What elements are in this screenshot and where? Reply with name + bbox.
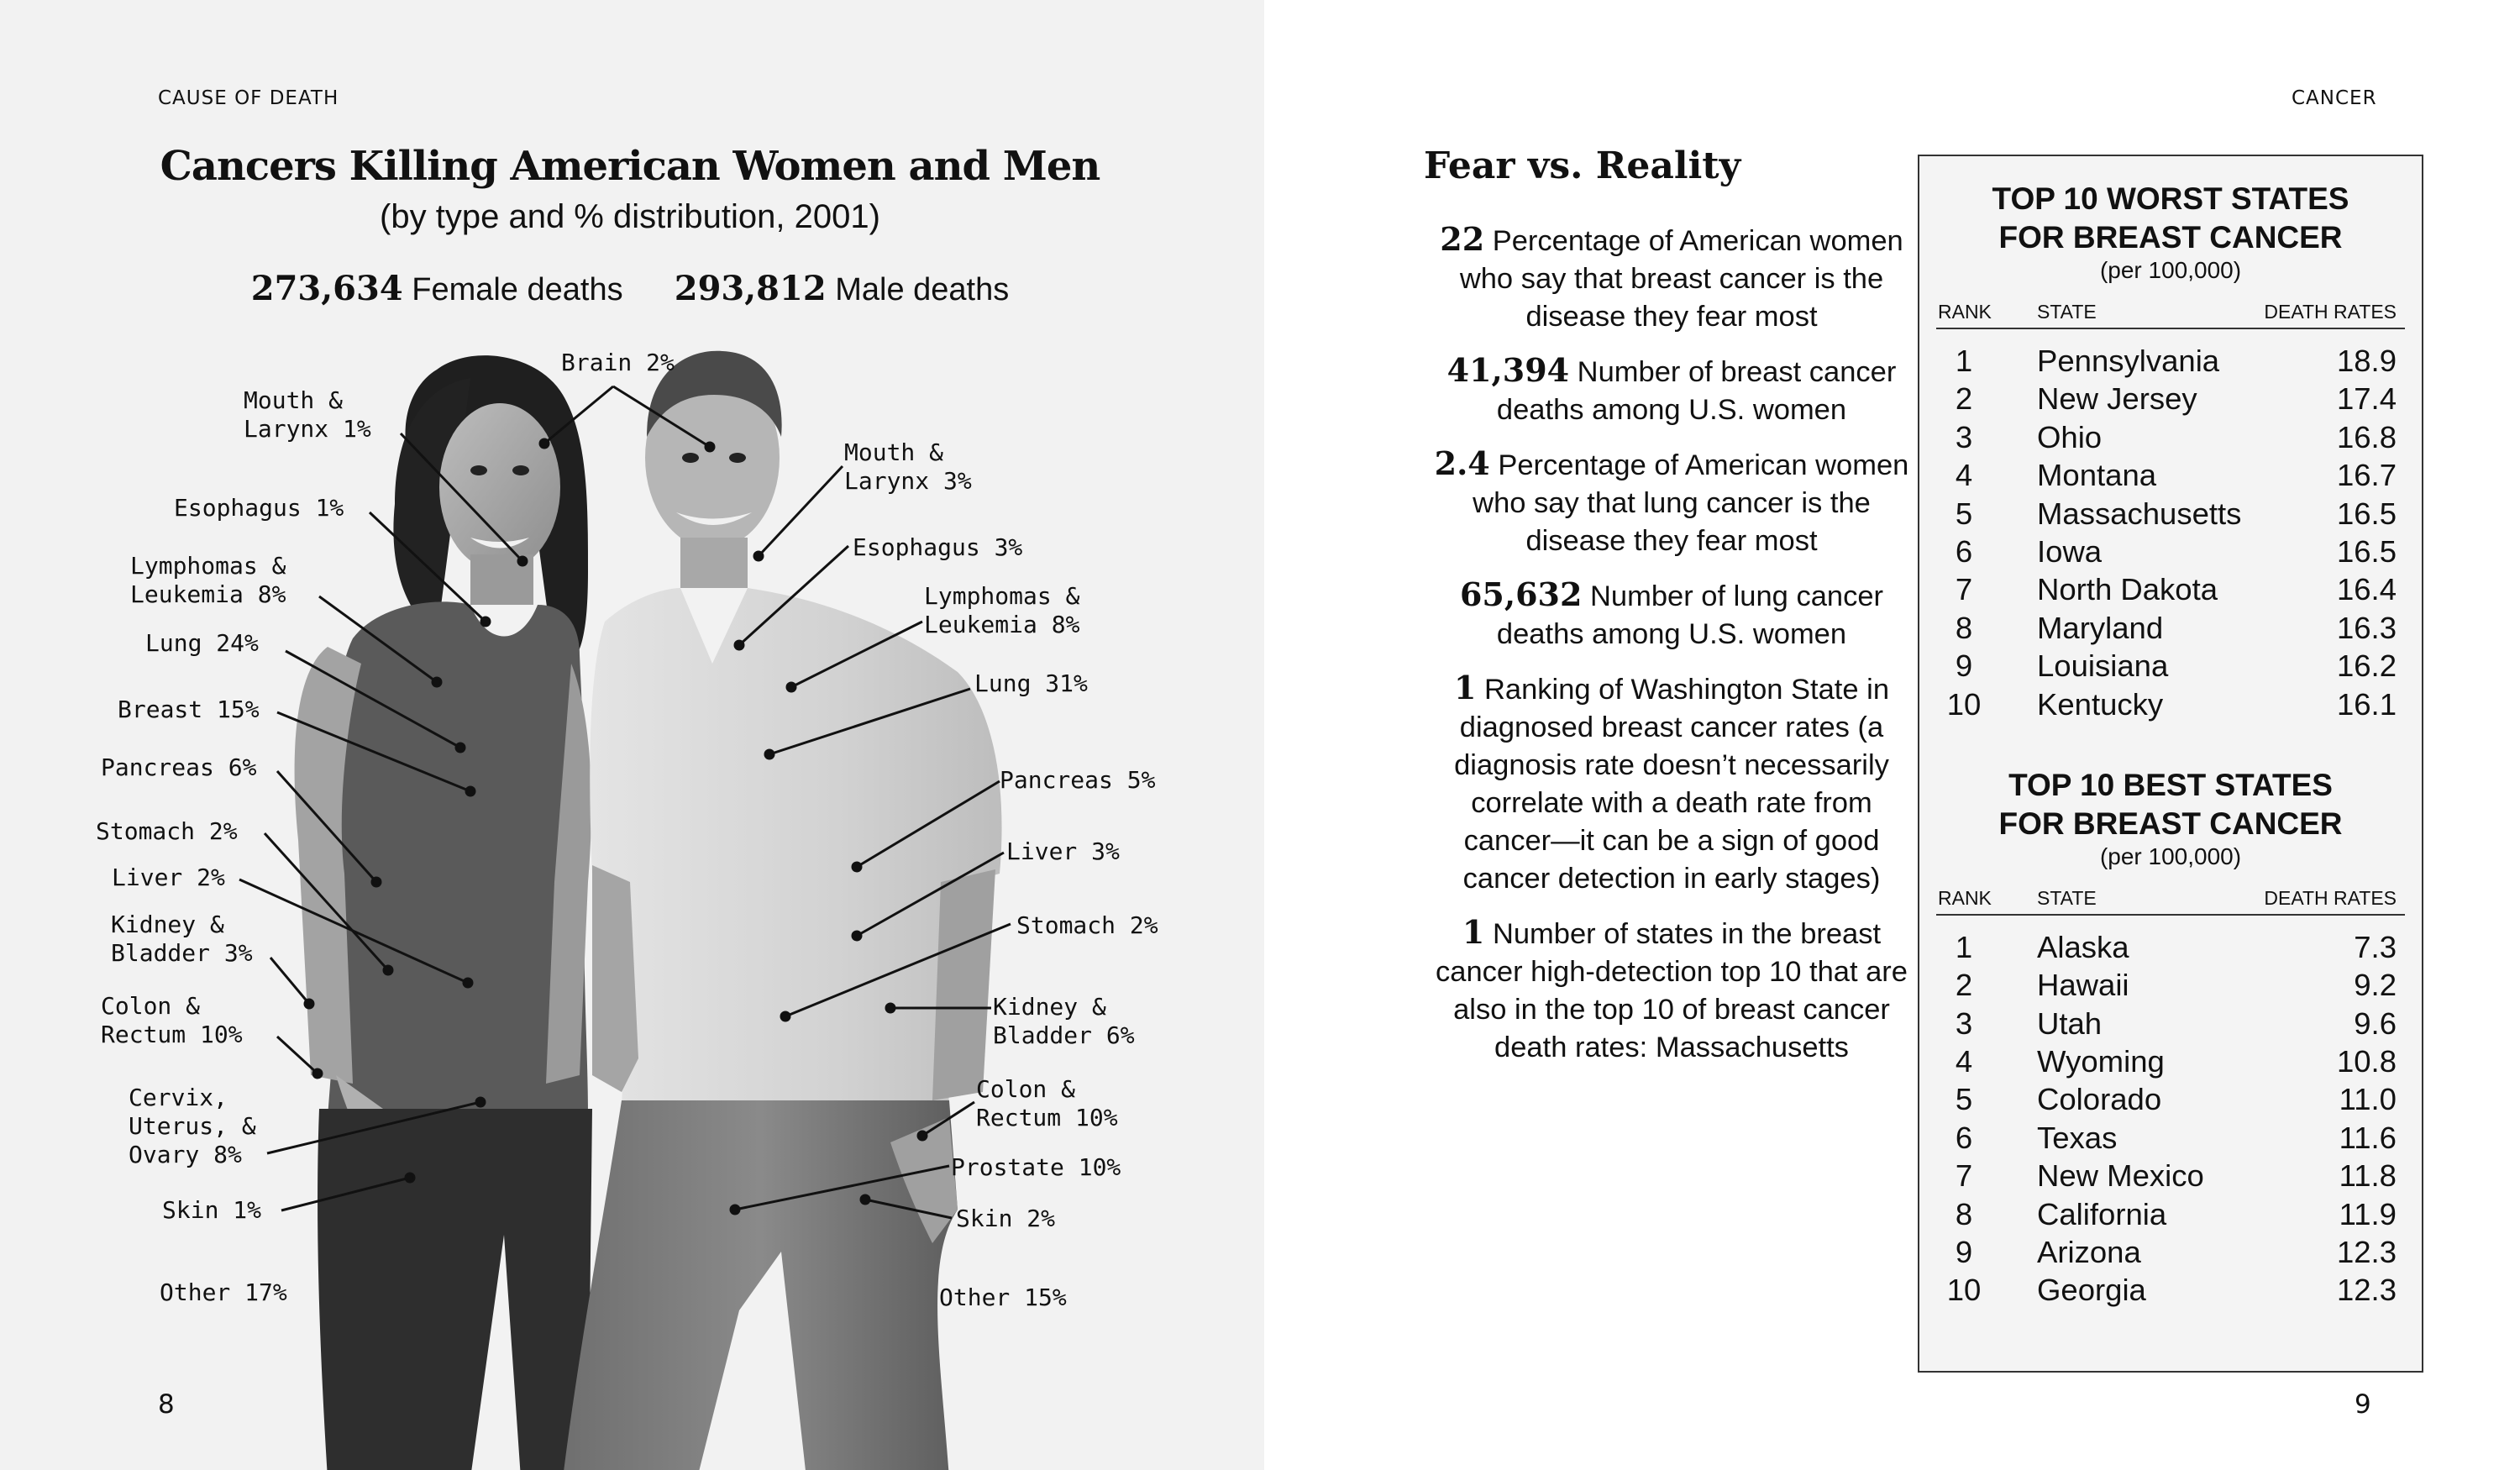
running-head-right: CANCER bbox=[2292, 87, 2377, 109]
table-row bbox=[1919, 379, 2422, 417]
fact-text: Number of breast cancer deaths among U.S. women bbox=[1496, 356, 1897, 426]
worst-table-rule bbox=[1936, 328, 2405, 329]
rate-cell: 16.4 bbox=[2336, 572, 2397, 607]
label-female-kidney-bladder: Kidney & Bladder 3% bbox=[111, 911, 253, 967]
label-female-lymphomas-leukemia: Lymphomas & Leukemia 8% bbox=[130, 552, 286, 608]
label-female-esophagus: Esophagus 1% bbox=[174, 494, 344, 522]
male-deaths-number: 293,812 bbox=[674, 269, 827, 308]
rate-cell: 18.9 bbox=[2336, 344, 2397, 378]
worst-table-rows bbox=[1919, 341, 2422, 722]
state-cell: California bbox=[2037, 1196, 2167, 1231]
state-cell: Maryland bbox=[2037, 610, 2164, 645]
page-subtitle: (by type and % distribution, 2001) bbox=[380, 198, 880, 235]
rate-cell: 11.8 bbox=[2339, 1158, 2397, 1194]
label-female-breast: Breast 15% bbox=[118, 696, 260, 723]
rate-cell: 9.6 bbox=[2354, 1005, 2397, 1041]
label-female-stomach: Stomach 2% bbox=[96, 817, 238, 845]
rank-cell: 9 bbox=[1955, 1235, 1973, 1270]
table-row bbox=[1919, 570, 2422, 607]
rank-cell: 4 bbox=[1955, 1044, 1973, 1079]
label-male-esophagus: Esophagus 3% bbox=[853, 533, 1023, 561]
best-table-title-line1: TOP 10 BEST STATES bbox=[2008, 767, 2333, 802]
label-male-lung: Lung 31% bbox=[974, 669, 1088, 697]
worst-table-title-line1: TOP 10 WORST STATES bbox=[1992, 181, 2349, 216]
rate-cell: 10.8 bbox=[2336, 1044, 2397, 1079]
fact-item bbox=[1424, 351, 1919, 429]
state-cell: Georgia bbox=[2037, 1273, 2146, 1308]
best-table-unit: (per 100,000) bbox=[2099, 843, 2242, 869]
rate-cell: 16.5 bbox=[2336, 533, 2397, 569]
rank-cell: 9 bbox=[1955, 648, 1973, 684]
rate-cell: 11.9 bbox=[2339, 1196, 2397, 1231]
label-male-other: Other 15% bbox=[939, 1284, 1067, 1311]
table-row bbox=[1919, 1118, 2422, 1156]
rate-cell: 16.7 bbox=[2336, 458, 2397, 493]
state-cell: North Dakota bbox=[2037, 572, 2218, 607]
state-rankings-box bbox=[1918, 155, 2423, 1373]
table-row bbox=[1919, 1004, 2422, 1042]
rank-cell: 8 bbox=[1955, 610, 1973, 645]
label-male-stomach: Stomach 2% bbox=[1016, 911, 1158, 939]
rate-cell: 11.0 bbox=[2339, 1082, 2397, 1117]
rate-cell: 12.3 bbox=[2336, 1235, 2397, 1270]
fact-number: 41,394 bbox=[1446, 351, 1570, 389]
rate-cell: 16.3 bbox=[2336, 610, 2397, 645]
table-row bbox=[1919, 1232, 2422, 1270]
label-female-pancreas: Pancreas 6% bbox=[101, 753, 257, 781]
header-death-rates: DEATH RATES bbox=[2264, 886, 2397, 909]
rate-cell: 12.3 bbox=[2336, 1273, 2397, 1308]
page-number-left: 8 bbox=[158, 1389, 175, 1420]
label-female-skin: Skin 1% bbox=[162, 1196, 262, 1224]
rate-cell: 16.8 bbox=[2336, 419, 2397, 454]
state-cell: Texas bbox=[2037, 1120, 2118, 1155]
rate-cell: 17.4 bbox=[2336, 381, 2397, 417]
best-table-rule bbox=[1936, 914, 2405, 916]
rate-cell: 11.6 bbox=[2339, 1120, 2397, 1155]
fear-reality-title: Fear vs. Reality bbox=[1424, 144, 1741, 187]
table-row bbox=[1919, 1079, 2422, 1117]
rank-cell: 8 bbox=[1955, 1196, 1973, 1231]
worst-table-header bbox=[1919, 296, 2422, 324]
fact-text: Percentage of American women who say that lung cancer is the disease they fear most bbox=[1473, 449, 1909, 557]
state-cell: Alaska bbox=[2037, 929, 2129, 964]
label-male-skin: Skin 2% bbox=[956, 1205, 1056, 1232]
header-rank: RANK bbox=[1938, 301, 1992, 323]
state-cell: Utah bbox=[2037, 1005, 2103, 1041]
header-death-rates: DEATH RATES bbox=[2264, 301, 2397, 323]
fact-item bbox=[1424, 913, 1919, 1067]
fact-text: Percentage of American women who say that breast cancer is the disease they fear most bbox=[1459, 225, 1903, 333]
table-row bbox=[1919, 341, 2422, 379]
table-row bbox=[1919, 965, 2422, 1003]
label-female-lung: Lung 24% bbox=[145, 629, 259, 657]
female-deaths-label: Female deaths bbox=[412, 272, 623, 307]
state-cell: Iowa bbox=[2037, 533, 2103, 569]
fact-item bbox=[1424, 444, 1919, 560]
table-row bbox=[1919, 1156, 2422, 1194]
fact-item bbox=[1424, 575, 1919, 654]
rate-cell: 9.2 bbox=[2354, 968, 2397, 1003]
running-head-left: CAUSE OF DEATH bbox=[158, 87, 339, 109]
fact-text: Number of lung cancer deaths among U.S. women bbox=[1496, 580, 1884, 650]
label-male-kidney-bladder: Kidney & Bladder 6% bbox=[993, 993, 1135, 1049]
label-female-colon-rectum: Colon & Rectum 10% bbox=[101, 992, 243, 1048]
header-state: STATE bbox=[2037, 886, 2097, 909]
page-number-right: 9 bbox=[2355, 1389, 2371, 1420]
rank-cell: 2 bbox=[1955, 381, 1973, 417]
state-cell: Wyoming bbox=[2037, 1044, 2165, 1079]
fact-number: 1 bbox=[1462, 913, 1485, 951]
rate-cell: 16.5 bbox=[2336, 496, 2397, 531]
rank-cell: 5 bbox=[1955, 496, 1973, 531]
table-row bbox=[1919, 1194, 2422, 1232]
right-page bbox=[1264, 0, 2520, 1470]
state-cell: New Mexico bbox=[2037, 1158, 2204, 1194]
label-male-lymphomas-leukemia: Lymphomas & Leukemia 8% bbox=[924, 582, 1080, 638]
rank-cell: 6 bbox=[1955, 533, 1973, 569]
best-table-header bbox=[1919, 882, 2422, 911]
label-female-mouth-larynx: Mouth & Larynx 1% bbox=[244, 386, 371, 443]
fact-number: 65,632 bbox=[1459, 575, 1583, 613]
label-male-colon-rectum: Colon & Rectum 10% bbox=[976, 1075, 1118, 1131]
rank-cell: 4 bbox=[1955, 458, 1973, 493]
table-row bbox=[1919, 685, 2422, 722]
fact-number: 22 bbox=[1440, 220, 1485, 258]
best-table-title-line2: FOR BREAST CANCER bbox=[1998, 806, 2343, 841]
table-row bbox=[1919, 1270, 2422, 1308]
state-cell: Massachusetts bbox=[2037, 496, 2242, 531]
worst-table-unit: (per 100,000) bbox=[2099, 257, 2242, 283]
label-male-pancreas: Pancreas 5% bbox=[1000, 766, 1156, 794]
header-rank: RANK bbox=[1938, 886, 1992, 909]
rate-cell: 7.3 bbox=[2354, 929, 2397, 964]
rank-cell: 1 bbox=[1955, 344, 1973, 378]
label-male-prostate: Prostate 10% bbox=[951, 1153, 1121, 1181]
label-female-cervix-uterus-ovary: Cervix, Uterus, & Ovary 8% bbox=[129, 1084, 256, 1168]
fact-item bbox=[1424, 220, 1919, 336]
fact-text: Ranking of Washington State in diagnosed breast cancer rates (a diagnosis rate doesn’t necessarily correlate with a death rate from cancer—it can be a sign of good cancer detection in early stages) bbox=[1454, 674, 1890, 895]
state-cell: Colorado bbox=[2037, 1082, 2162, 1117]
label-brain: Brain 2% bbox=[561, 349, 675, 376]
label-female-liver: Liver 2% bbox=[112, 864, 225, 891]
rank-cell: 7 bbox=[1955, 572, 1973, 607]
table-row bbox=[1919, 494, 2422, 532]
table-row bbox=[1919, 532, 2422, 570]
state-cell: Ohio bbox=[2037, 419, 2103, 454]
rank-cell: 3 bbox=[1955, 1005, 1973, 1041]
table-row bbox=[1919, 455, 2422, 493]
state-cell: Hawaii bbox=[2037, 968, 2129, 1003]
state-cell: New Jersey bbox=[2037, 381, 2197, 417]
table-row bbox=[1919, 608, 2422, 646]
rank-cell: 7 bbox=[1955, 1158, 1973, 1194]
worst-table-title-line2: FOR BREAST CANCER bbox=[1998, 220, 2343, 255]
state-cell: Montana bbox=[2037, 458, 2157, 493]
table-row bbox=[1919, 927, 2422, 965]
rank-cell: 10 bbox=[1946, 1273, 1982, 1308]
table-row bbox=[1919, 646, 2422, 684]
state-cell: Pennsylvania bbox=[2037, 344, 2220, 378]
rank-cell: 6 bbox=[1955, 1120, 1973, 1155]
label-female-other: Other 17% bbox=[160, 1278, 287, 1306]
table-row bbox=[1919, 417, 2422, 455]
rank-cell: 10 bbox=[1946, 686, 1982, 722]
fact-number: 1 bbox=[1453, 669, 1477, 706]
female-deaths-number: 273,634 bbox=[250, 269, 403, 308]
table-row bbox=[1919, 1042, 2422, 1079]
male-deaths-label: Male deaths bbox=[835, 272, 1010, 307]
state-cell: Louisiana bbox=[2037, 648, 2169, 684]
fact-number: 2.4 bbox=[1434, 444, 1490, 482]
rank-cell: 2 bbox=[1955, 968, 1973, 1003]
state-cell: Arizona bbox=[2037, 1235, 2141, 1270]
label-male-mouth-larynx: Mouth & Larynx 3% bbox=[844, 438, 972, 495]
state-cell: Kentucky bbox=[2037, 686, 2164, 722]
fact-item bbox=[1424, 669, 1919, 898]
rank-cell: 3 bbox=[1955, 419, 1973, 454]
page-title: Cancers Killing American Women and Men bbox=[160, 143, 1100, 190]
header-state: STATE bbox=[2037, 301, 2097, 323]
rate-cell: 16.2 bbox=[2336, 648, 2397, 684]
fact-list bbox=[1424, 220, 1919, 1082]
label-male-liver: Liver 3% bbox=[1006, 837, 1120, 865]
rate-cell: 16.1 bbox=[2336, 686, 2397, 722]
rank-cell: 5 bbox=[1955, 1082, 1973, 1117]
best-table-rows bbox=[1919, 927, 2422, 1309]
fact-text: Number of states in the breast cancer high-detection top 10 that are also in the top 10 of breast cancer death rates: Massachusetts bbox=[1436, 918, 1908, 1063]
rank-cell: 1 bbox=[1955, 929, 1973, 964]
